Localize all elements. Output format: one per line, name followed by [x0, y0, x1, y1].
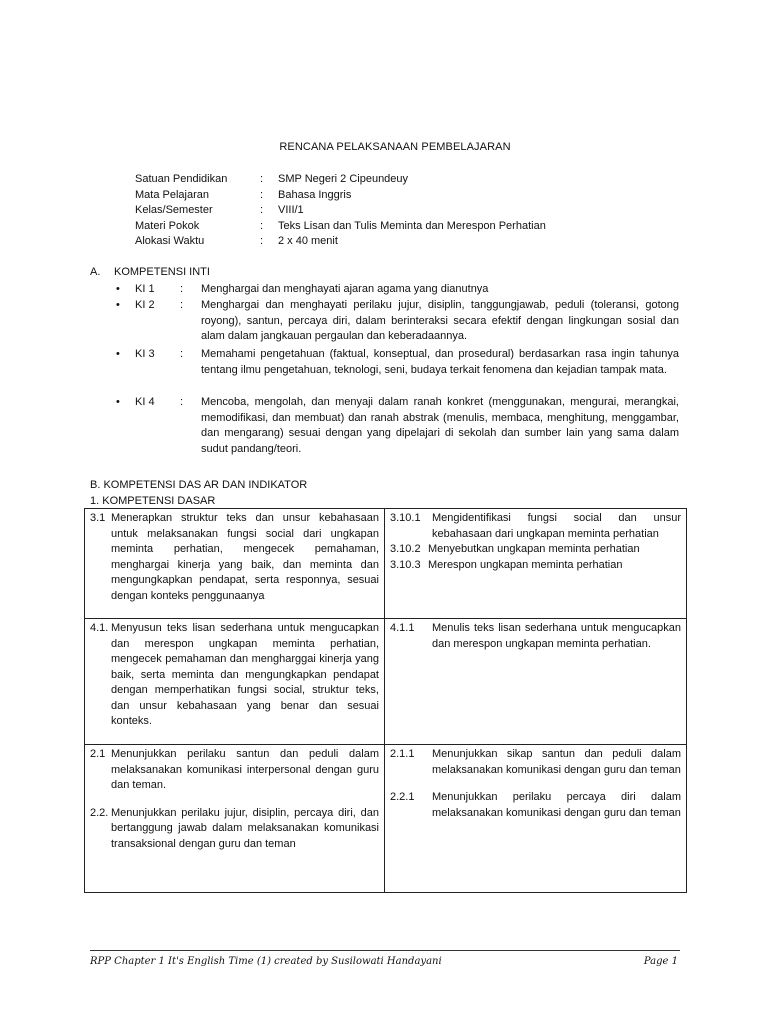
ki-label: KI 4 — [135, 396, 155, 408]
indicator-text: Menunjukkan sikap santun dan peduli dalam melaksanakan komunikasi dengan guru dan teman — [432, 748, 681, 776]
identity-row — [135, 219, 546, 235]
indicator-item — [390, 747, 681, 778]
table-cell — [385, 619, 687, 745]
bullet: • — [116, 299, 120, 311]
indicator-number: 4.1.1 — [390, 622, 415, 634]
kd-number: 3.1 — [90, 512, 106, 524]
document-title: RENCANA PELAKSANAAN PEMBELAJARAN — [279, 141, 511, 153]
kd-number: 2.2. — [90, 806, 109, 819]
ki-colon: : — [180, 396, 184, 408]
identity-value: SMP Negeri 2 Cipeundeuy — [278, 173, 409, 185]
table-cell — [385, 509, 687, 619]
indicator-number: 3.10.1 — [390, 512, 421, 524]
page-number: Page 1 — [643, 956, 678, 967]
kd-text: Menunjukkan perilaku jujur, disiplin, percaya diri, dan bertanggung jawab dalam melaksanakan komunikasi transaksional dengan guru dan teman — [111, 806, 379, 850]
indicator-item — [390, 511, 681, 542]
kd-item — [90, 621, 379, 730]
section-a-title: KOMPETENSI INTI — [114, 266, 210, 278]
identity-colon: : — [260, 189, 264, 201]
ki-label: KI 2 — [135, 299, 155, 311]
indicator-text: Menulis teks lisan sederhana untuk mengucapkan dan merespon ungkapan meminta perhatian. — [432, 622, 681, 650]
ki-colon: : — [180, 283, 184, 295]
identity-colon: : — [260, 173, 264, 185]
ki-text: Menghargai dan menghayati ajaran agama yang dianutnya — [201, 283, 489, 295]
indicator-number: 2.1.1 — [390, 748, 415, 760]
table-cell — [85, 509, 385, 619]
identity-value: Bahasa Inggris — [278, 189, 352, 201]
kd-item — [90, 511, 379, 604]
identity-colon: : — [260, 204, 264, 216]
identity-row — [135, 234, 338, 250]
kd-item — [90, 806, 379, 853]
identity-row — [135, 188, 351, 204]
ki-label: KI 3 — [135, 348, 155, 360]
identity-colon: : — [260, 220, 264, 232]
ki-colon: : — [180, 348, 184, 360]
ki-text: Memahami pengetahuan (faktual, konseptual, dan prosedural) berdasarkan rasa ingin tahunya tentang ilmu pengetahuan, teknologi, seni, budaya terkait fenomena dan kejadian tampak mata. — [201, 348, 679, 376]
table-row — [85, 509, 687, 619]
indicator-item — [390, 621, 681, 652]
identity-row — [135, 203, 304, 219]
table-row — [85, 619, 687, 745]
identity-value: 2 x 40 menit — [278, 235, 338, 247]
bullet: • — [116, 348, 120, 360]
ki-text: Menghargai dan menghayati perilaku jujur, disiplin, tanggungjawab, peduli (toleransi, gotong royong), santun, percaya diri, dalam berinteraksi secara efektif dengan lingkungan sosial dan alam dalam jangkauan pergaulan dan keberadaannya. — [201, 299, 679, 342]
identity-label: Alokasi Waktu — [135, 235, 205, 247]
indicator-number: 3.10.2 — [390, 543, 421, 555]
table-cell — [385, 745, 687, 893]
table-cell — [85, 619, 385, 745]
footer-divider — [90, 950, 680, 951]
identity-value: Teks Lisan dan Tulis Meminta dan Merespon Perhatian — [278, 220, 546, 232]
table-cell — [85, 745, 385, 893]
identity-value: VIII/1 — [278, 204, 304, 216]
section-a-letter: A. — [90, 266, 101, 278]
kd-text: Menyusun teks lisan sederhana untuk mengucapkan dan merespon ungkapan meminta perhatian, mengecek pemahaman dan mengharggai kinerja yang baik, serta meminta dan mengungkapkan pendapat dengan memperhatikan fungsi social, struktur teks, dan unsur kebahasaan yang benar dan sesuai konteks. — [111, 622, 379, 727]
kd-text: Menerapkan struktur teks dan unsur kebahasaan untuk melaksanakan fungsi social dari ungkapan meminta perhatian, mengecek pemahaman, menghargai kinerja yang baik, dan meminta dan mengungkapkan pendapat, serta responnya, sesuai dengan konteks penggunaanya — [111, 512, 379, 602]
identity-label: Mata Pelajaran — [135, 189, 209, 201]
bullet: • — [116, 283, 120, 295]
identity-row — [135, 172, 408, 188]
kd-number: 2.1 — [90, 748, 106, 760]
indicator-item — [390, 558, 681, 574]
kd-number: 4.1. — [90, 622, 109, 634]
kd-text: Menunjukkan perilaku santun dan peduli dalam melaksanakan komunikasi interpersonal dengan guru dan teman. — [111, 748, 379, 791]
kompetensi-dasar-table — [84, 508, 687, 893]
subsection-heading: 1. KOMPETENSI DASAR — [90, 495, 216, 507]
section-a-heading — [90, 265, 210, 281]
indicator-text: Mengidentifikasi fungsi social dan unsur kebahasaan dari ungkapan meminta perhatian — [432, 512, 681, 540]
identity-colon: : — [260, 235, 264, 247]
indicator-item — [390, 790, 681, 821]
bullet: • — [116, 396, 120, 408]
kd-item — [90, 747, 379, 794]
identity-label: Satuan Pendidikan — [135, 173, 228, 185]
identity-label: Kelas/Semester — [135, 204, 213, 216]
ki-colon: : — [180, 299, 184, 311]
indicator-text: Menyebutkan ungkapan meminta perhatian — [428, 543, 640, 555]
ki-label: KI 1 — [135, 283, 155, 295]
indicator-text: Merespon ungkapan meminta perhatian — [428, 558, 623, 571]
table-row — [85, 745, 687, 893]
indicator-number: 3.10.3 — [390, 558, 421, 571]
indicator-item — [390, 542, 681, 558]
section-b-heading: B. KOMPETENSI DAS AR DAN INDIKATOR — [90, 479, 308, 491]
indicator-text: Menunjukkan perilaku percaya diri dalam melaksanakan komunikasi dengan guru dan teman — [432, 791, 681, 819]
footer-caption: RPP Chapter 1 It's English Time (1) created by Susilowati Handayani — [90, 956, 442, 967]
ki-text: Mencoba, mengolah, dan menyaji dalam ranah konkret (menggunakan, mengurai, merangkai, memodifikasi, dan membuat) dan ranah abstrak (menulis, membaca, menghitung, menggambar, dan mengarang) sesuai dengan yang dipelajari di sekolah dan sumber lain yang sama dalam sudut pandang/teori. — [201, 396, 679, 455]
identity-label: Materi Pokok — [135, 220, 200, 232]
indicator-number: 2.2.1 — [390, 791, 415, 803]
